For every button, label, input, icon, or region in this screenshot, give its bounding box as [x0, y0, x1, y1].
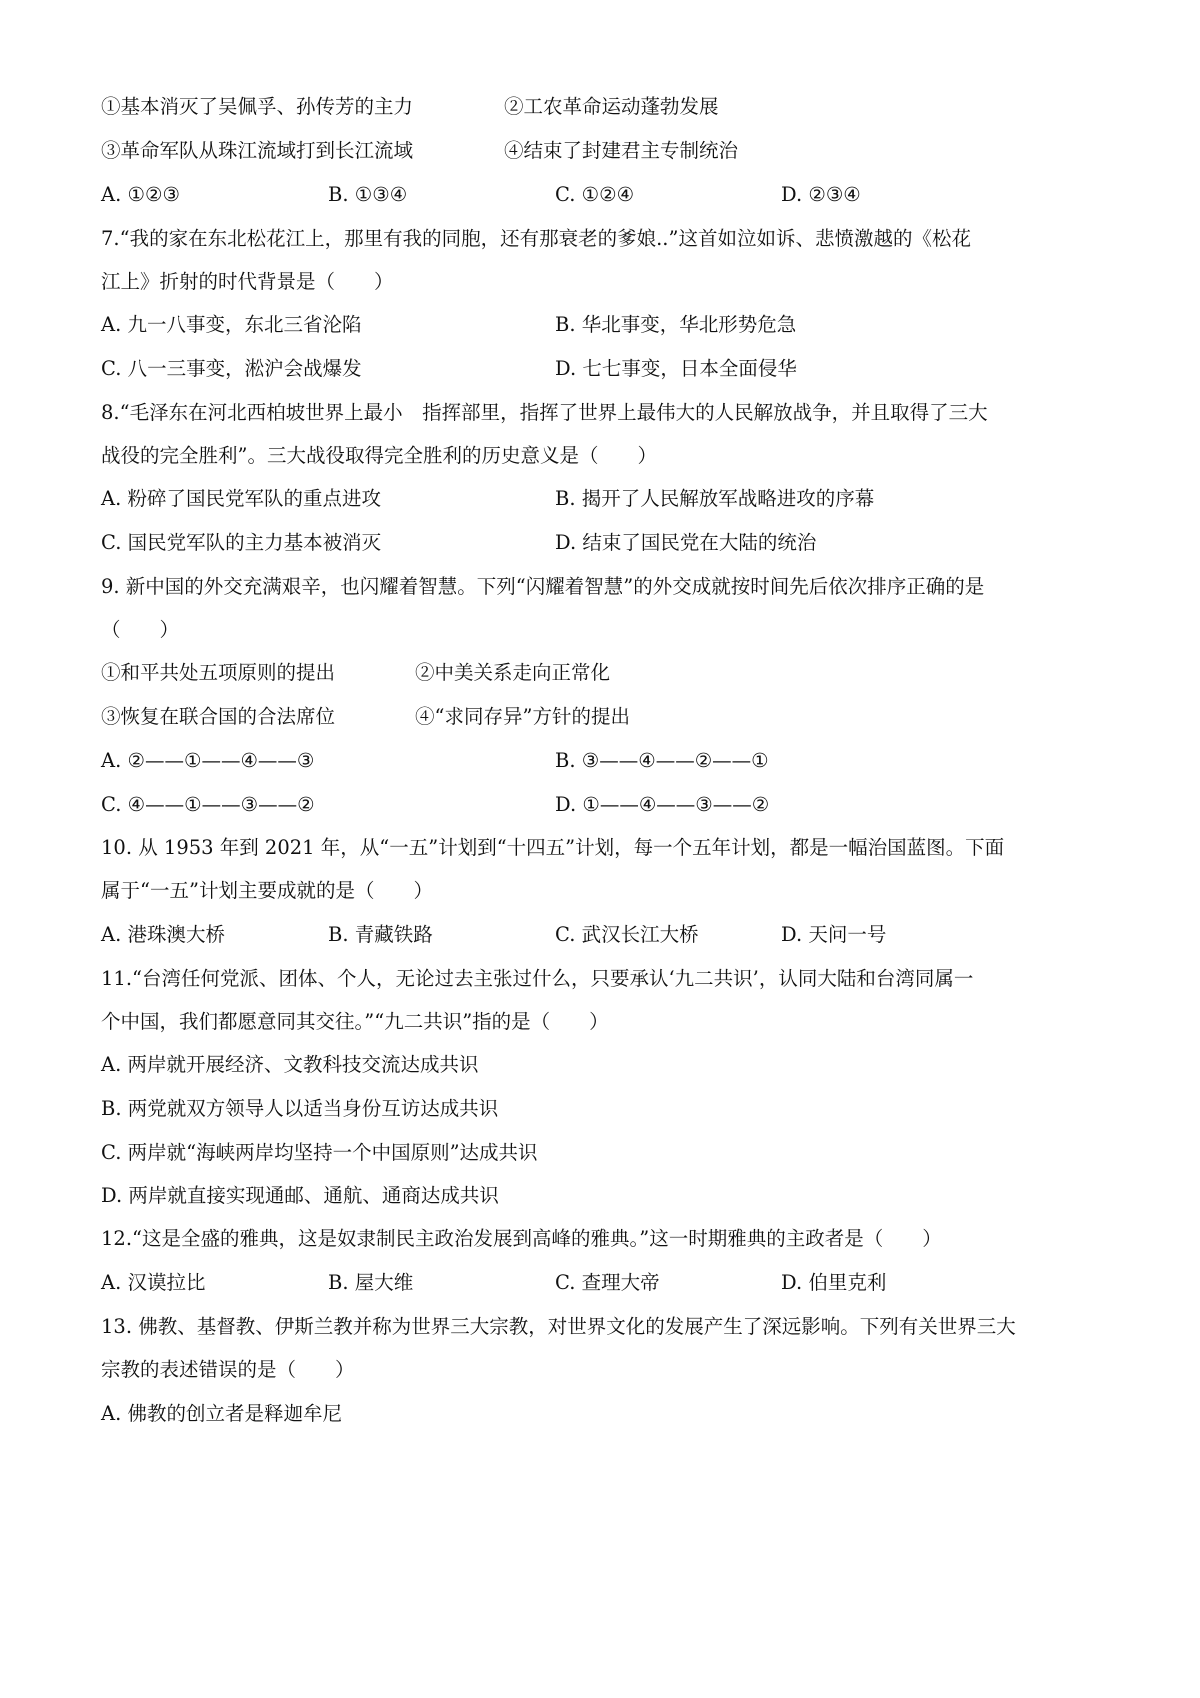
option-a[interactable]: A. 两岸就开展经济、文教科技交流达成共识: [101, 1053, 479, 1076]
option-b[interactable]: B. 两党就双方领导人以适当身份互访达成共识: [101, 1097, 499, 1120]
question-stem-line-1: 12.“这是全盛的雅典，这是奴隶制民主政治发展到高峰的雅典。”这一时期雅典的主政者是（ ）: [101, 1227, 942, 1250]
statement-1: ①和平共处五项原则的提出: [101, 661, 336, 684]
question-stem-line-1: 13. 佛教、基督教、伊斯兰教并称为世界三大宗教，对世界文化的发展产生了深远影响。下列有关世界三大: [101, 1315, 1016, 1338]
option-c[interactable]: C. ①②④: [555, 183, 635, 206]
option-d[interactable]: D. ②③④: [781, 183, 861, 206]
question-stem-line-2: 江上》折射的时代背景是（ ）: [101, 270, 394, 293]
statement-2: ②工农革命运动蓬勃发展: [504, 95, 719, 118]
option-b[interactable]: B. 华北事变，华北形势危急: [555, 313, 797, 336]
option-d[interactable]: D. ①——④——③——②: [555, 793, 770, 816]
statement-1: ①基本消灭了吴佩孚、孙传芳的主力: [101, 95, 414, 118]
option-a[interactable]: A. 港珠澳大桥: [101, 923, 225, 946]
question-stem-line-1: 10. 从 1953 年到 2021 年，从“一五”计划到“十四五”计划，每一个五年计划，都是一幅治国蓝图。下面: [101, 836, 1005, 859]
question-stem-line-1: 8.“毛泽东在河北西柏坡世界上最小 指挥部里，指挥了世界上最伟大的人民解放战争，并且取得了三大: [101, 401, 988, 424]
option-c[interactable]: C. 查理大帝: [555, 1271, 660, 1294]
statement-4: ④“求同存异”方针的提出: [415, 705, 630, 728]
option-a[interactable]: A. 九一八事变，东北三省沦陷: [101, 313, 362, 336]
option-a[interactable]: A. 佛教的创立者是释迦牟尼: [101, 1402, 342, 1425]
question-stem-line-2: 属于“一五”计划主要成就的是（ ）: [101, 879, 433, 902]
option-b[interactable]: B. ③——④——②——①: [555, 749, 769, 772]
question-stem-line-2: （ ）: [101, 618, 180, 641]
option-c[interactable]: C. 武汉长江大桥: [555, 923, 699, 946]
statement-3: ③恢复在联合国的合法席位: [101, 705, 336, 728]
option-d[interactable]: D. 两岸就直接实现通邮、通航、通商达成共识: [101, 1184, 499, 1207]
option-b[interactable]: B. 屋大维: [328, 1271, 414, 1294]
statement-4: ④结束了封建君主专制统治: [504, 139, 739, 162]
question-stem-line-2: 宗教的表述错误的是（ ）: [101, 1358, 355, 1381]
option-c[interactable]: C. 八一三事变，淞沪会战爆发: [101, 357, 362, 380]
option-d[interactable]: D. 伯里克利: [781, 1271, 887, 1294]
option-b[interactable]: B. 揭开了人民解放军战略进攻的序幕: [555, 487, 875, 510]
option-c[interactable]: C. 两岸就“海峡两岸均坚持一个中国原则”达成共识: [101, 1141, 538, 1164]
option-c[interactable]: C. 国民党军队的主力基本被消灭: [101, 531, 382, 554]
option-a[interactable]: A. ①②③: [101, 183, 180, 206]
option-d[interactable]: D. 天问一号: [781, 923, 887, 946]
option-d[interactable]: D. 七七事变，日本全面侵华: [555, 357, 797, 380]
question-stem-line-1: 7.“我的家在东北松花江上，那里有我的同胞，还有那衰老的爹娘..”这首如泣如诉、悲愤激越的《松花: [101, 227, 971, 250]
option-b[interactable]: B. 青藏铁路: [328, 923, 433, 946]
question-stem-line-1: 11.“台湾任何党派、团体、个人，无论过去主张过什么，只要承认‘九二共识’，认同大陆和台湾同属一: [101, 967, 974, 990]
option-a[interactable]: A. 粉碎了国民党军队的重点进攻: [101, 487, 381, 510]
option-b[interactable]: B. ①③④: [328, 183, 408, 206]
question-stem-line-1: 9. 新中国的外交充满艰辛，也闪耀着智慧。下列“闪耀着智慧”的外交成就按时间先后依次排序正确的是: [101, 575, 985, 598]
option-a[interactable]: A. ②——①——④——③: [101, 749, 315, 772]
option-c[interactable]: C. ④——①——③——②: [101, 793, 315, 816]
option-a[interactable]: A. 汉谟拉比: [101, 1271, 206, 1294]
question-stem-line-2: 战役的完全胜利”。三大战役取得完全胜利的历史意义是（ ）: [101, 444, 657, 467]
option-d[interactable]: D. 结束了国民党在大陆的统治: [555, 531, 817, 554]
statement-3: ③革命军队从珠江流域打到长江流域: [101, 139, 414, 162]
statement-2: ②中美关系走向正常化: [415, 661, 611, 684]
question-stem-line-2: 个中国，我们都愿意同其交往。”“九二共识”指的是（ ）: [101, 1010, 609, 1033]
